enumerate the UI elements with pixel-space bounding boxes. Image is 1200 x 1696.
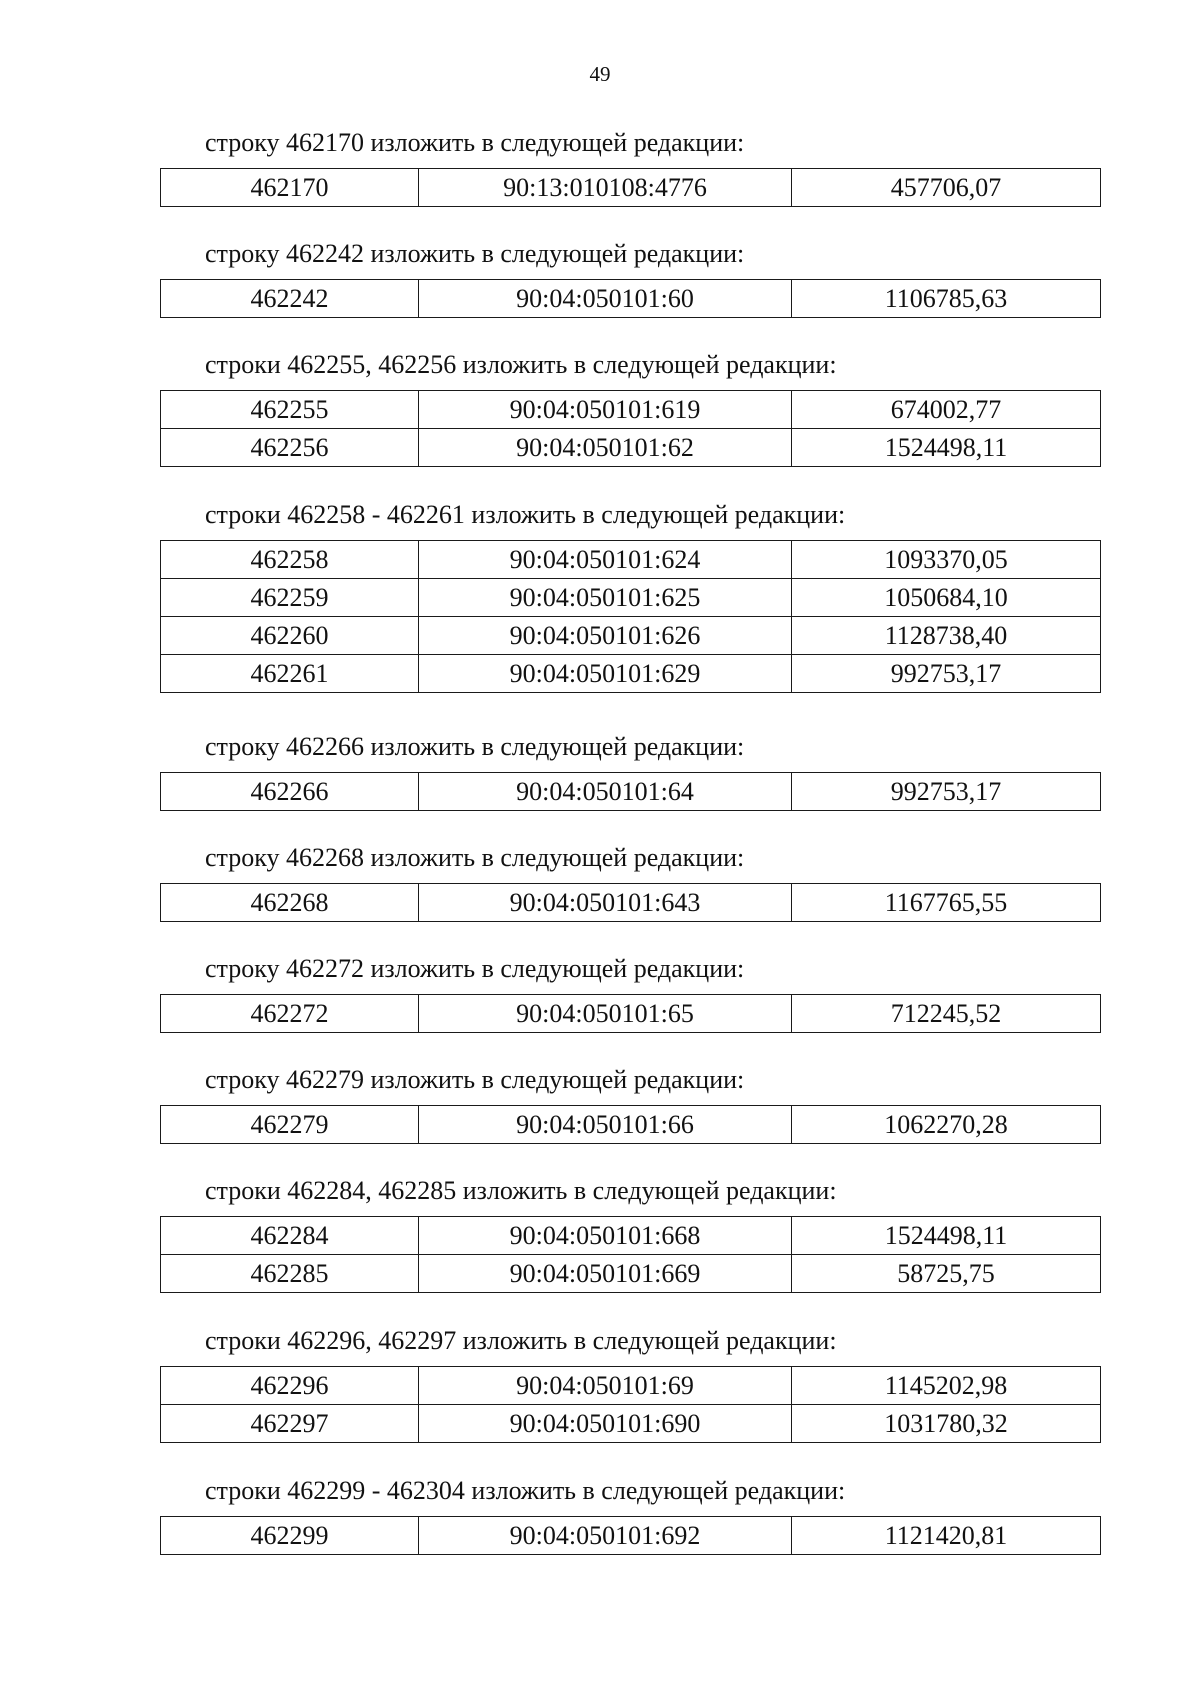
table-row	[161, 541, 1101, 579]
cadastral-number-cell: 90:04:050101:66	[419, 1106, 792, 1144]
row-number-cell: 462285	[161, 1255, 419, 1293]
table-row	[161, 280, 1101, 318]
cadastral-number-cell: 90:04:050101:669	[419, 1255, 792, 1293]
table-row	[161, 169, 1101, 207]
amendment-instruction: строки 462299 - 462304 изложить в следующей редакции:	[205, 1476, 846, 1505]
page-number: 49	[589, 62, 611, 86]
amendment-table	[160, 390, 1101, 467]
value-cell: 58725,75	[792, 1255, 1101, 1293]
amendment-instruction: строки 462296, 462297 изложить в следующей редакции:	[205, 1326, 837, 1355]
amendment-table	[160, 1105, 1101, 1144]
cadastral-number-cell: 90:04:050101:690	[419, 1405, 792, 1443]
amendment-block	[160, 1172, 1100, 1293]
value-cell: 1093370,05	[792, 541, 1101, 579]
table-row	[161, 773, 1101, 811]
value-cell: 1524498,11	[792, 1217, 1101, 1255]
amendment-instruction: строку 462268 изложить в следующей редакции:	[205, 843, 745, 872]
amendment-block	[160, 1472, 1100, 1555]
value-cell: 1062270,28	[792, 1106, 1101, 1144]
table-row	[161, 884, 1101, 922]
amendment-table	[160, 883, 1101, 922]
value-cell: 712245,52	[792, 995, 1101, 1033]
amendment-block	[160, 235, 1100, 318]
value-cell: 457706,07	[792, 169, 1101, 207]
row-number-cell: 462268	[161, 884, 419, 922]
value-cell: 1031780,32	[792, 1405, 1101, 1443]
amendment-table	[160, 1516, 1101, 1555]
row-number-cell: 462242	[161, 280, 419, 318]
amendment-table	[160, 994, 1101, 1033]
amendment-table	[160, 1366, 1101, 1443]
table-row	[161, 391, 1101, 429]
value-cell: 674002,77	[792, 391, 1101, 429]
table-row	[161, 1106, 1101, 1144]
cadastral-number-cell: 90:04:050101:629	[419, 655, 792, 693]
amendment-block	[160, 124, 1100, 207]
table-row	[161, 617, 1101, 655]
row-number-cell: 462259	[161, 579, 419, 617]
amendment-table	[160, 772, 1101, 811]
row-number-cell: 462266	[161, 773, 419, 811]
row-number-cell: 462255	[161, 391, 419, 429]
table-row	[161, 1517, 1101, 1555]
value-cell: 992753,17	[792, 773, 1101, 811]
amendment-instruction: строку 462170 изложить в следующей редакции:	[205, 128, 745, 157]
cadastral-number-cell: 90:04:050101:64	[419, 773, 792, 811]
amendment-block	[160, 346, 1100, 467]
value-cell: 1106785,63	[792, 280, 1101, 318]
cadastral-number-cell: 90:04:050101:624	[419, 541, 792, 579]
cadastral-number-cell: 90:04:050101:69	[419, 1367, 792, 1405]
cadastral-number-cell: 90:13:010108:4776	[419, 169, 792, 207]
cadastral-number-cell: 90:04:050101:643	[419, 884, 792, 922]
amendment-instruction: строку 462242 изложить в следующей редакции:	[205, 239, 745, 268]
row-number-cell: 462170	[161, 169, 419, 207]
cadastral-number-cell: 90:04:050101:60	[419, 280, 792, 318]
amendment-table	[160, 279, 1101, 318]
value-cell: 992753,17	[792, 655, 1101, 693]
value-cell: 1050684,10	[792, 579, 1101, 617]
value-cell: 1128738,40	[792, 617, 1101, 655]
amendment-table	[160, 168, 1101, 207]
row-number-cell: 462296	[161, 1367, 419, 1405]
row-number-cell: 462256	[161, 429, 419, 467]
amendment-instruction: строку 462272 изложить в следующей редакции:	[205, 954, 745, 983]
table-row	[161, 1255, 1101, 1293]
value-cell: 1145202,98	[792, 1367, 1101, 1405]
amendment-instruction: строки 462284, 462285 изложить в следующей редакции:	[205, 1176, 837, 1205]
amendment-block	[160, 496, 1100, 693]
table-row	[161, 579, 1101, 617]
amendment-instruction: строки 462258 - 462261 изложить в следующей редакции:	[205, 500, 846, 529]
amendment-instruction: строки 462255, 462256 изложить в следующей редакции:	[205, 350, 837, 379]
amendment-block	[160, 950, 1100, 1033]
value-cell: 1524498,11	[792, 429, 1101, 467]
row-number-cell: 462279	[161, 1106, 419, 1144]
table-row	[161, 1405, 1101, 1443]
cadastral-number-cell: 90:04:050101:619	[419, 391, 792, 429]
amendment-block	[160, 1061, 1100, 1144]
table-row	[161, 995, 1101, 1033]
cadastral-number-cell: 90:04:050101:65	[419, 995, 792, 1033]
row-number-cell: 462284	[161, 1217, 419, 1255]
table-row	[161, 1217, 1101, 1255]
row-number-cell: 462299	[161, 1517, 419, 1555]
value-cell: 1167765,55	[792, 884, 1101, 922]
cadastral-number-cell: 90:04:050101:668	[419, 1217, 792, 1255]
amendment-instruction: строку 462279 изложить в следующей редакции:	[205, 1065, 745, 1094]
row-number-cell: 462261	[161, 655, 419, 693]
row-number-cell: 462260	[161, 617, 419, 655]
value-cell: 1121420,81	[792, 1517, 1101, 1555]
amendment-instruction: строку 462266 изложить в следующей редакции:	[205, 732, 745, 761]
row-number-cell: 462272	[161, 995, 419, 1033]
amendment-table	[160, 1216, 1101, 1293]
amendment-table	[160, 540, 1101, 693]
cadastral-number-cell: 90:04:050101:626	[419, 617, 792, 655]
amendment-block	[160, 839, 1100, 922]
cadastral-number-cell: 90:04:050101:625	[419, 579, 792, 617]
table-row	[161, 429, 1101, 467]
table-row	[161, 655, 1101, 693]
row-number-cell: 462297	[161, 1405, 419, 1443]
amendment-block	[160, 728, 1100, 811]
table-row	[161, 1367, 1101, 1405]
amendment-block	[160, 1322, 1100, 1443]
cadastral-number-cell: 90:04:050101:692	[419, 1517, 792, 1555]
cadastral-number-cell: 90:04:050101:62	[419, 429, 792, 467]
row-number-cell: 462258	[161, 541, 419, 579]
